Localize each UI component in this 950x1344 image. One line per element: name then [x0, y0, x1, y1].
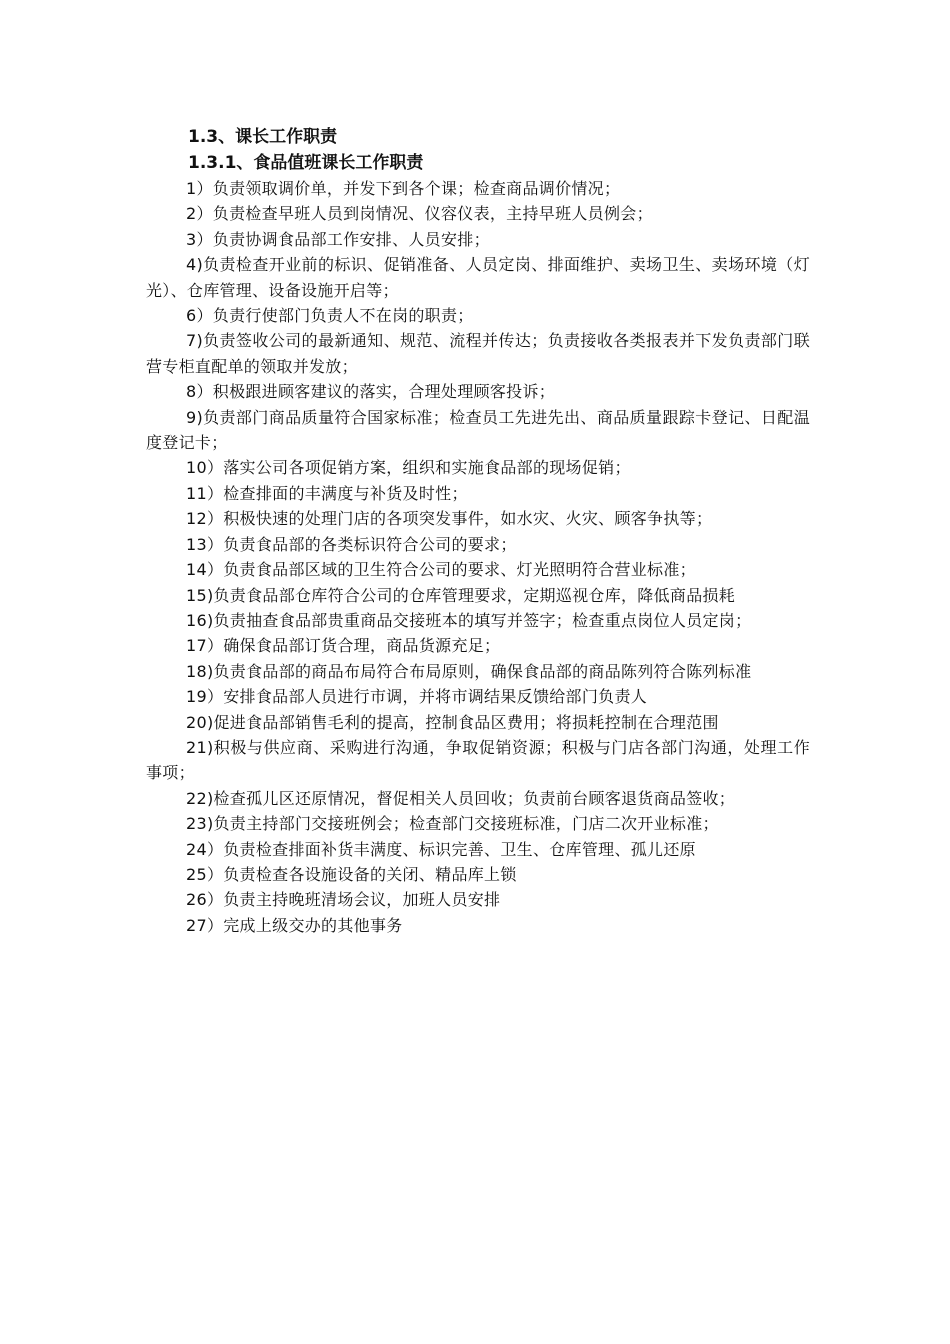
duty-item: 21)积极与供应商、采购进行沟通，争取促销资源；积极与门店各部门沟通，处理工作事项；: [146, 737, 810, 783]
duty-item: 13）负责食品部的各类标识符合公司的要求；: [186, 534, 517, 554]
duty-item: 19）安排食品部人员进行市调，并将市调结果反馈给部门负责人: [186, 687, 648, 707]
duty-item: 20)促进食品部销售毛利的提高，控制食品区费用；将损耗控制在合理范围: [186, 712, 719, 732]
duty-item: 27）完成上级交办的其他事务: [186, 915, 403, 935]
duty-item: 15)负责食品部仓库符合公司的仓库管理要求，定期巡视仓库，降低商品损耗: [186, 585, 736, 605]
duty-item: 12）积极快速的处理门店的各项突发事件，如水灾、火灾、顾客争执等；: [186, 509, 713, 529]
section-heading: 1.3、课长工作职责: [188, 127, 338, 147]
duty-item: 7)负责签收公司的最新通知、规范、流程并传达；负责接收各类报表并下发负责部门联营专柜直配单的领取并发放；: [146, 331, 810, 376]
duty-item: 17）确保食品部订货合理，商品货源充足；: [186, 636, 501, 656]
duty-item: 26）负责主持晚班清场会议，加班人员安排: [186, 890, 501, 910]
duty-item: 10）落实公司各项促销方案，组织和实施食品部的现场促销；: [186, 458, 631, 478]
duty-item: 18)负责食品部的商品布局符合布局原则，确保食品部的商品陈列符合陈列标准: [186, 661, 752, 681]
duty-item: 4)负责检查开业前的标识、促销准备、人员定岗、排面维护、卖场卫生、卖场环境（灯光）、仓库管理、设备设施开启等；: [146, 255, 810, 300]
duty-item: 14）负责食品部区域的卫生符合公司的要求、灯光照明符合营业标准；: [186, 560, 696, 580]
document-page: [146, 124, 810, 938]
duty-item: 24）负责检查排面补货丰满度、标识完善、卫生、仓库管理、孤儿还原: [186, 839, 696, 859]
duty-item: 8）积极跟进顾客建议的落实，合理处理顾客投诉；: [186, 382, 556, 402]
duty-item: 11）检查排面的丰满度与补货及时性；: [186, 483, 468, 503]
duty-list: [146, 176, 810, 938]
duty-item: 3）负责协调食品部工作安排、人员安排；: [186, 229, 490, 249]
subsection-heading: 1.3.1、食品值班课长工作职责: [188, 153, 424, 173]
duty-item: 25）负责检查各设施设备的关闭、精品库上锁: [186, 864, 517, 884]
duty-item: 9)负责部门商品质量符合国家标准；检查员工先进先出、商品质量跟踪卡登记、日配温度登记卡；: [146, 407, 810, 453]
duty-item: 22)检查孤儿区还原情况，督促相关人员回收；负责前台顾客退货商品签收；: [186, 788, 736, 808]
duty-item: 6）负责行使部门负责人不在岗的职责；: [186, 306, 474, 326]
duty-item: 1）负责领取调价单，并发下到各个课；检查商品调价情况；: [186, 179, 621, 198]
duty-item: 23)负责主持部门交接班例会；检查部门交接班标准，门店二次开业标准；: [186, 814, 719, 834]
duty-item: 2）负责检查早班人员到岗情况、仪容仪表，主持早班人员例会；: [186, 204, 653, 224]
duty-item: 16)负责抽查食品部贵重商品交接班本的填写并签字；检查重点岗位人员定岗；: [186, 610, 752, 630]
